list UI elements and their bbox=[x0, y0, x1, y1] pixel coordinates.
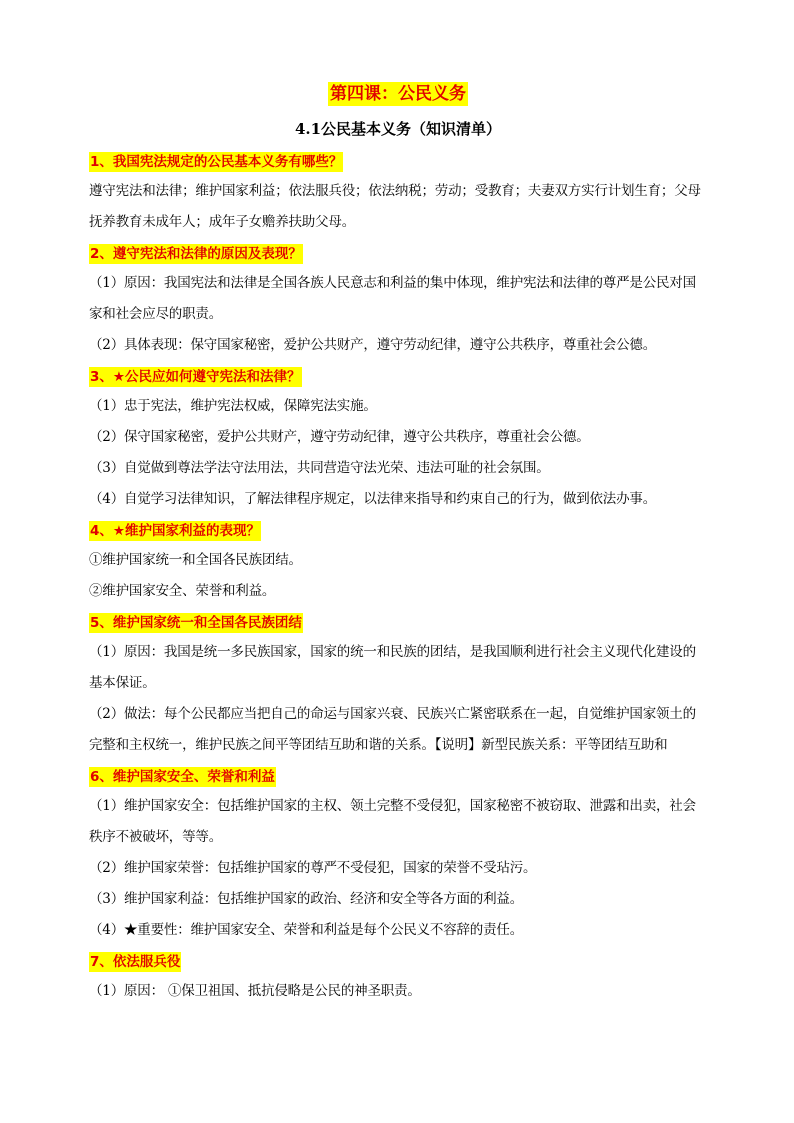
paragraph: （2）具体表现：保守国家秘密，爱护公共财产，遵守劳动纪律，遵守公共秩序，尊重社会公德。 bbox=[89, 337, 656, 353]
page-title: 第四课：公民义务 bbox=[330, 84, 466, 104]
paragraph: （1）维护国家安全：包括维护国家的主权、领土完整不受侵犯，国家秘密不被窃取、泄露和出卖，社会秩序不被破坏，等等。 bbox=[89, 798, 696, 845]
paragraph: （1）原因：我国是统一多民族国家，国家的统一和民族的团结，是我国顺利进行社会主义现代化建设的基本保证。 bbox=[89, 644, 696, 691]
paragraph: （1）原因：我国宪法和法律是全国各族人民意志和利益的集中体现，维护宪法和法律的尊严是公民对国家和社会应尽的职责。 bbox=[89, 275, 696, 322]
paragraph: （1）忠于宪法，维护宪法权威，保障宪法实施。 bbox=[89, 398, 377, 414]
section-heading: 1、我国宪法规定的公民基本义务有哪些？ bbox=[90, 154, 343, 170]
section-heading: 4、★维护国家利益的表现？ bbox=[90, 523, 260, 539]
section-1 bbox=[89, 146, 707, 238]
section-heading: 2、遵守宪法和法律的原因及表现？ bbox=[90, 246, 302, 262]
section-heading: 5、维护国家统一和全国各民族团结 bbox=[90, 615, 302, 631]
paragraph: （3）自觉做到尊法学法守法用法，共同营造守法光荣、违法可耻的社会氛围。 bbox=[89, 460, 550, 476]
paragraph: （4）★重要性：维护国家安全、荣誉和利益是每个公民义不容辞的责任。 bbox=[89, 922, 523, 938]
paragraph: （4）自觉学习法律知识，了解法律程序规定，以法律来指导和约束自己的行为，做到依法办事。 bbox=[89, 491, 656, 507]
section-3 bbox=[89, 361, 707, 515]
paragraph: （2）保守国家秘密，爱护公共财产，遵守劳动纪律，遵守公共秩序，尊重社会公德。 bbox=[89, 429, 590, 445]
section-heading: 3、★公民应如何遵守宪法和法律？ bbox=[90, 369, 301, 385]
section-heading: 7、依法服兵役 bbox=[90, 954, 181, 970]
document-page bbox=[89, 82, 707, 1007]
page-subtitle: 4.1公民基本义务（知识清单） bbox=[294, 120, 502, 138]
paragraph: （2）做法：每个公民都应当把自己的命运与国家兴衰、民族兴亡紧密联系在一起，自觉维护国家领土的完整和主权统一，维护民族之间平等团结互助和谐的关系。【说明】新型民族关系：平等团结互助和 bbox=[89, 706, 696, 753]
section-heading: 6、维护国家安全、荣誉和利益 bbox=[90, 769, 275, 785]
section-6 bbox=[89, 761, 707, 946]
paragraph: 遵守宪法和法律；维护国家利益；依法服兵役；依法纳税；劳动；受教育；夫妻双方实行计划生育；父母抚养教育未成年人；成年子女赡养扶助父母。 bbox=[89, 183, 701, 230]
section-4 bbox=[89, 515, 707, 607]
paragraph: （3）维护国家利益：包括维护国家的政治、经济和安全等各方面的利益。 bbox=[89, 891, 523, 907]
paragraph: ②维护国家安全、荣誉和利益。 bbox=[89, 583, 276, 599]
paragraph: （1）原因： ①保卫祖国、抵抗侵略是公民的神圣职责。 bbox=[89, 983, 421, 999]
paragraph: ①维护国家统一和全国各民族团结。 bbox=[89, 552, 302, 568]
paragraph: （2）维护国家荣誉：包括维护国家的尊严不受侵犯，国家的荣誉不受玷污。 bbox=[89, 860, 537, 876]
section-2 bbox=[89, 238, 707, 361]
section-7 bbox=[89, 946, 707, 1007]
section-5 bbox=[89, 607, 707, 761]
